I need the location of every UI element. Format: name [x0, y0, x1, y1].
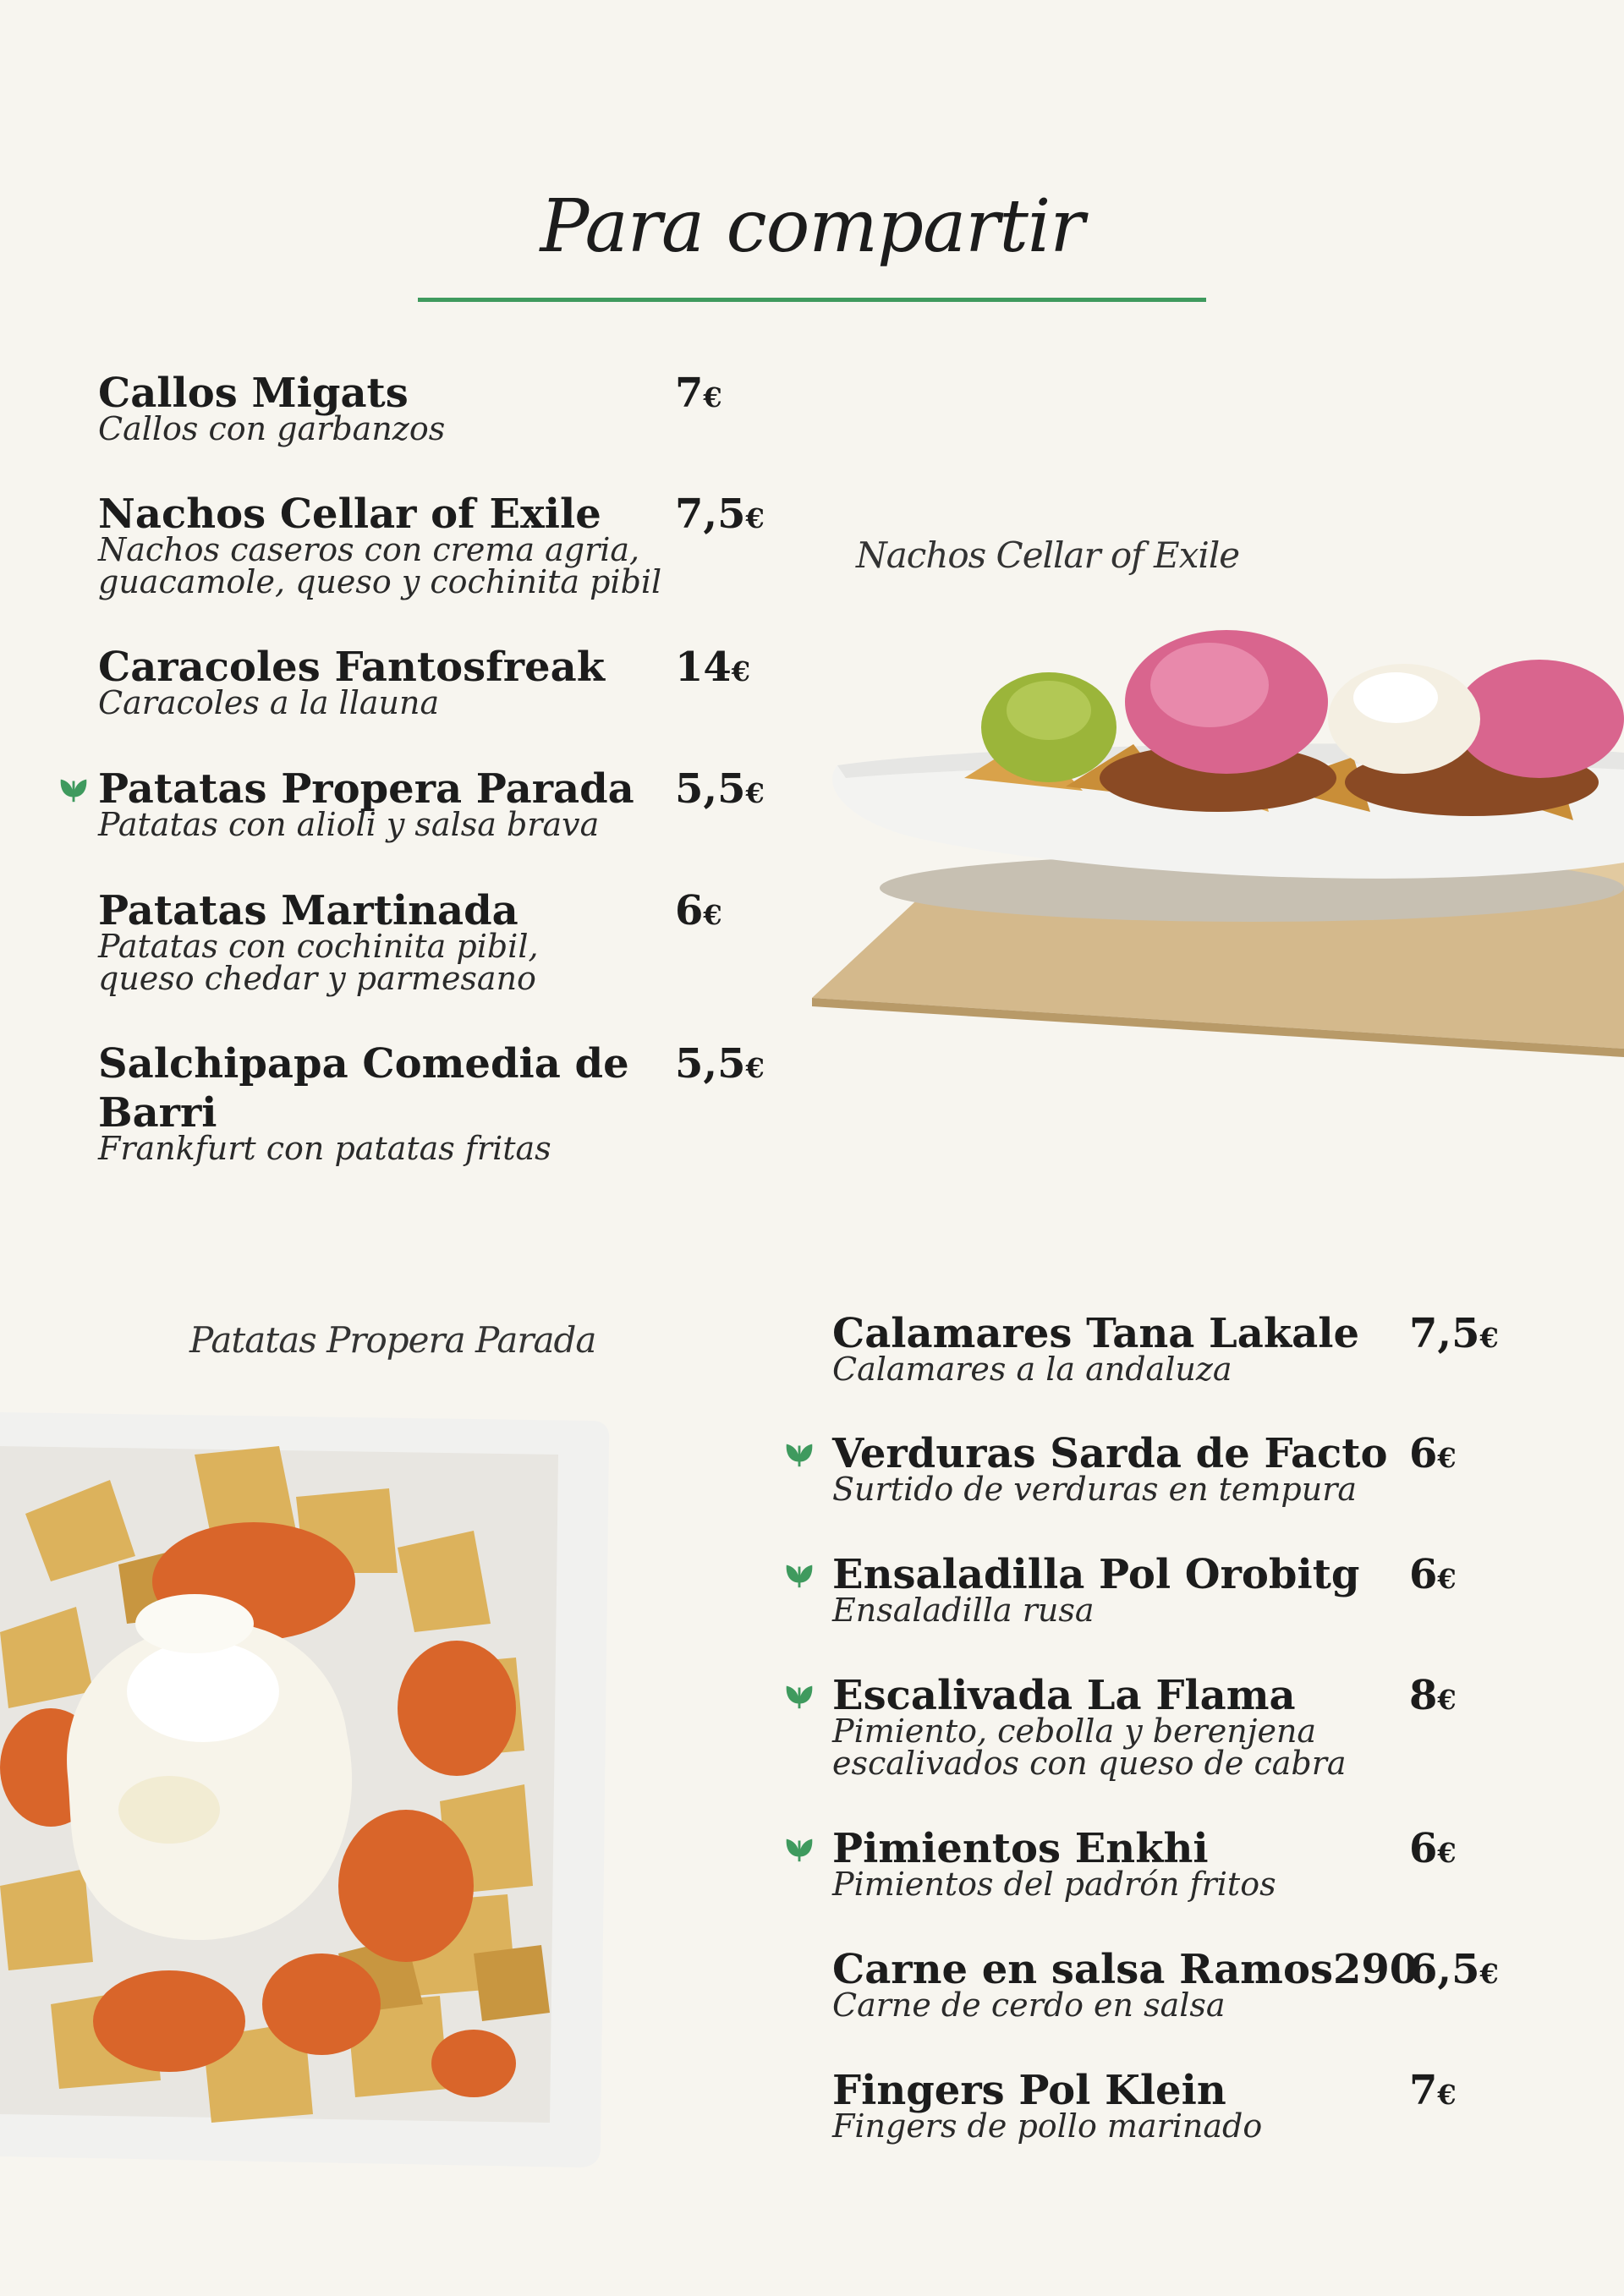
- item-price: 6€: [1409, 1430, 1457, 1477]
- menu-item-caracoles: [98, 641, 605, 719]
- item-price: 6€: [1409, 1551, 1457, 1598]
- item-name: Ensaladilla Pol Orobitg: [832, 1551, 1360, 1598]
- item-price: 8€: [1409, 1672, 1457, 1719]
- item-name: Verduras Sarda de Facto: [832, 1430, 1388, 1477]
- vegetarian-leaf-icon: [58, 773, 90, 805]
- item-description: Patatas con alioli y salsa brava: [98, 806, 600, 843]
- item-price: 7€: [1409, 2067, 1457, 2114]
- item-name: Escalivada La Flama: [832, 1672, 1296, 1719]
- item-price: 6€: [1409, 1825, 1457, 1872]
- item-name: Carne en salsa Ramos290: [832, 1946, 1418, 1993]
- item-name: Patatas Propera Parada: [98, 765, 634, 813]
- menu-item-ensaladilla: [832, 1548, 1360, 1629]
- item-description: Pimiento, cebolla y berenjena: [832, 1712, 1317, 1750]
- vegetarian-leaf-icon: [783, 1438, 815, 1470]
- menu-item-verduras: [832, 1427, 1388, 1508]
- item-name: Pimientos Enkhi: [832, 1825, 1209, 1872]
- menu-item-callos: [98, 367, 445, 445]
- menu-item-salchipapa: [98, 1038, 629, 1167]
- item-price: 6€: [675, 887, 722, 934]
- item-description: Carne de cerdo en salsa: [832, 1986, 1226, 2024]
- vegetarian-leaf-icon: [783, 1680, 815, 1712]
- item-description: escalivados con queso de cabra: [832, 1745, 1347, 1782]
- item-description: guacamole, queso y cochinita pibil: [98, 563, 662, 600]
- vegetarian-leaf-icon: [783, 1833, 815, 1865]
- item-description: Ensaladilla rusa: [832, 1592, 1095, 1629]
- patatas-photo: [0, 1412, 613, 2173]
- item-description: Calamares a la andaluza: [832, 1351, 1232, 1388]
- item-description: Pimientos del padrón fritos: [832, 1866, 1276, 1903]
- nachos-photo: [812, 609, 1624, 1057]
- item-name: Nachos Cellar of Exile: [98, 490, 601, 538]
- menu-item-pimientos: [832, 1822, 1276, 1903]
- photo-caption-patatas: Patatas Propera Parada: [189, 1319, 596, 1361]
- item-price: 7,5€: [1409, 1310, 1499, 1357]
- item-description: Fingers de pollo marinado: [832, 2107, 1263, 2145]
- item-name: Salchipapa Comedia de: [98, 1040, 629, 1088]
- item-description: Surtido de verduras en tempura: [832, 1471, 1358, 1508]
- item-name: Calamares Tana Lakale: [832, 1310, 1360, 1357]
- item-name: Caracoles Fantosfreak: [98, 644, 605, 691]
- menu-item-carne-en-salsa: [832, 1943, 1418, 2024]
- menu-item-calamares: [832, 1307, 1360, 1388]
- title-divider: [418, 298, 1206, 302]
- menu-item-nachos: [98, 488, 661, 598]
- item-price: 7,5€: [675, 490, 765, 538]
- item-description: Frankfurt con patatas fritas: [98, 1130, 551, 1167]
- item-price: 5,5€: [675, 1040, 765, 1088]
- section-title: Para compartir: [540, 184, 1084, 269]
- item-description: Nachos caseros con crema agria,: [98, 531, 640, 568]
- item-description: Callos con garbanzos: [98, 410, 446, 447]
- menu-item-patatas-martinada: [98, 885, 539, 995]
- item-price: 6,5€: [1409, 1946, 1499, 1993]
- item-name: Callos Migats: [98, 370, 409, 417]
- item-name: Fingers Pol Klein: [832, 2067, 1226, 2114]
- photo-caption-nachos: Nachos Cellar of Exile: [856, 534, 1240, 576]
- menu-item-fingers: [832, 2064, 1263, 2145]
- item-price: 5,5€: [675, 765, 765, 813]
- item-price: 7€: [675, 370, 722, 417]
- item-description: Caracoles a la llauna: [98, 684, 440, 721]
- item-name: Patatas Martinada: [98, 887, 518, 934]
- item-price: 14€: [675, 644, 751, 691]
- menu-item-patatas-propera: [98, 763, 634, 841]
- menu-item-escalivada: [832, 1669, 1347, 1782]
- item-name-line2: Barri: [98, 1089, 217, 1137]
- vegetarian-leaf-icon: [783, 1559, 815, 1591]
- item-description: queso chedar y parmesano: [98, 960, 536, 997]
- item-description: Patatas con cochinita pibil,: [98, 928, 539, 965]
